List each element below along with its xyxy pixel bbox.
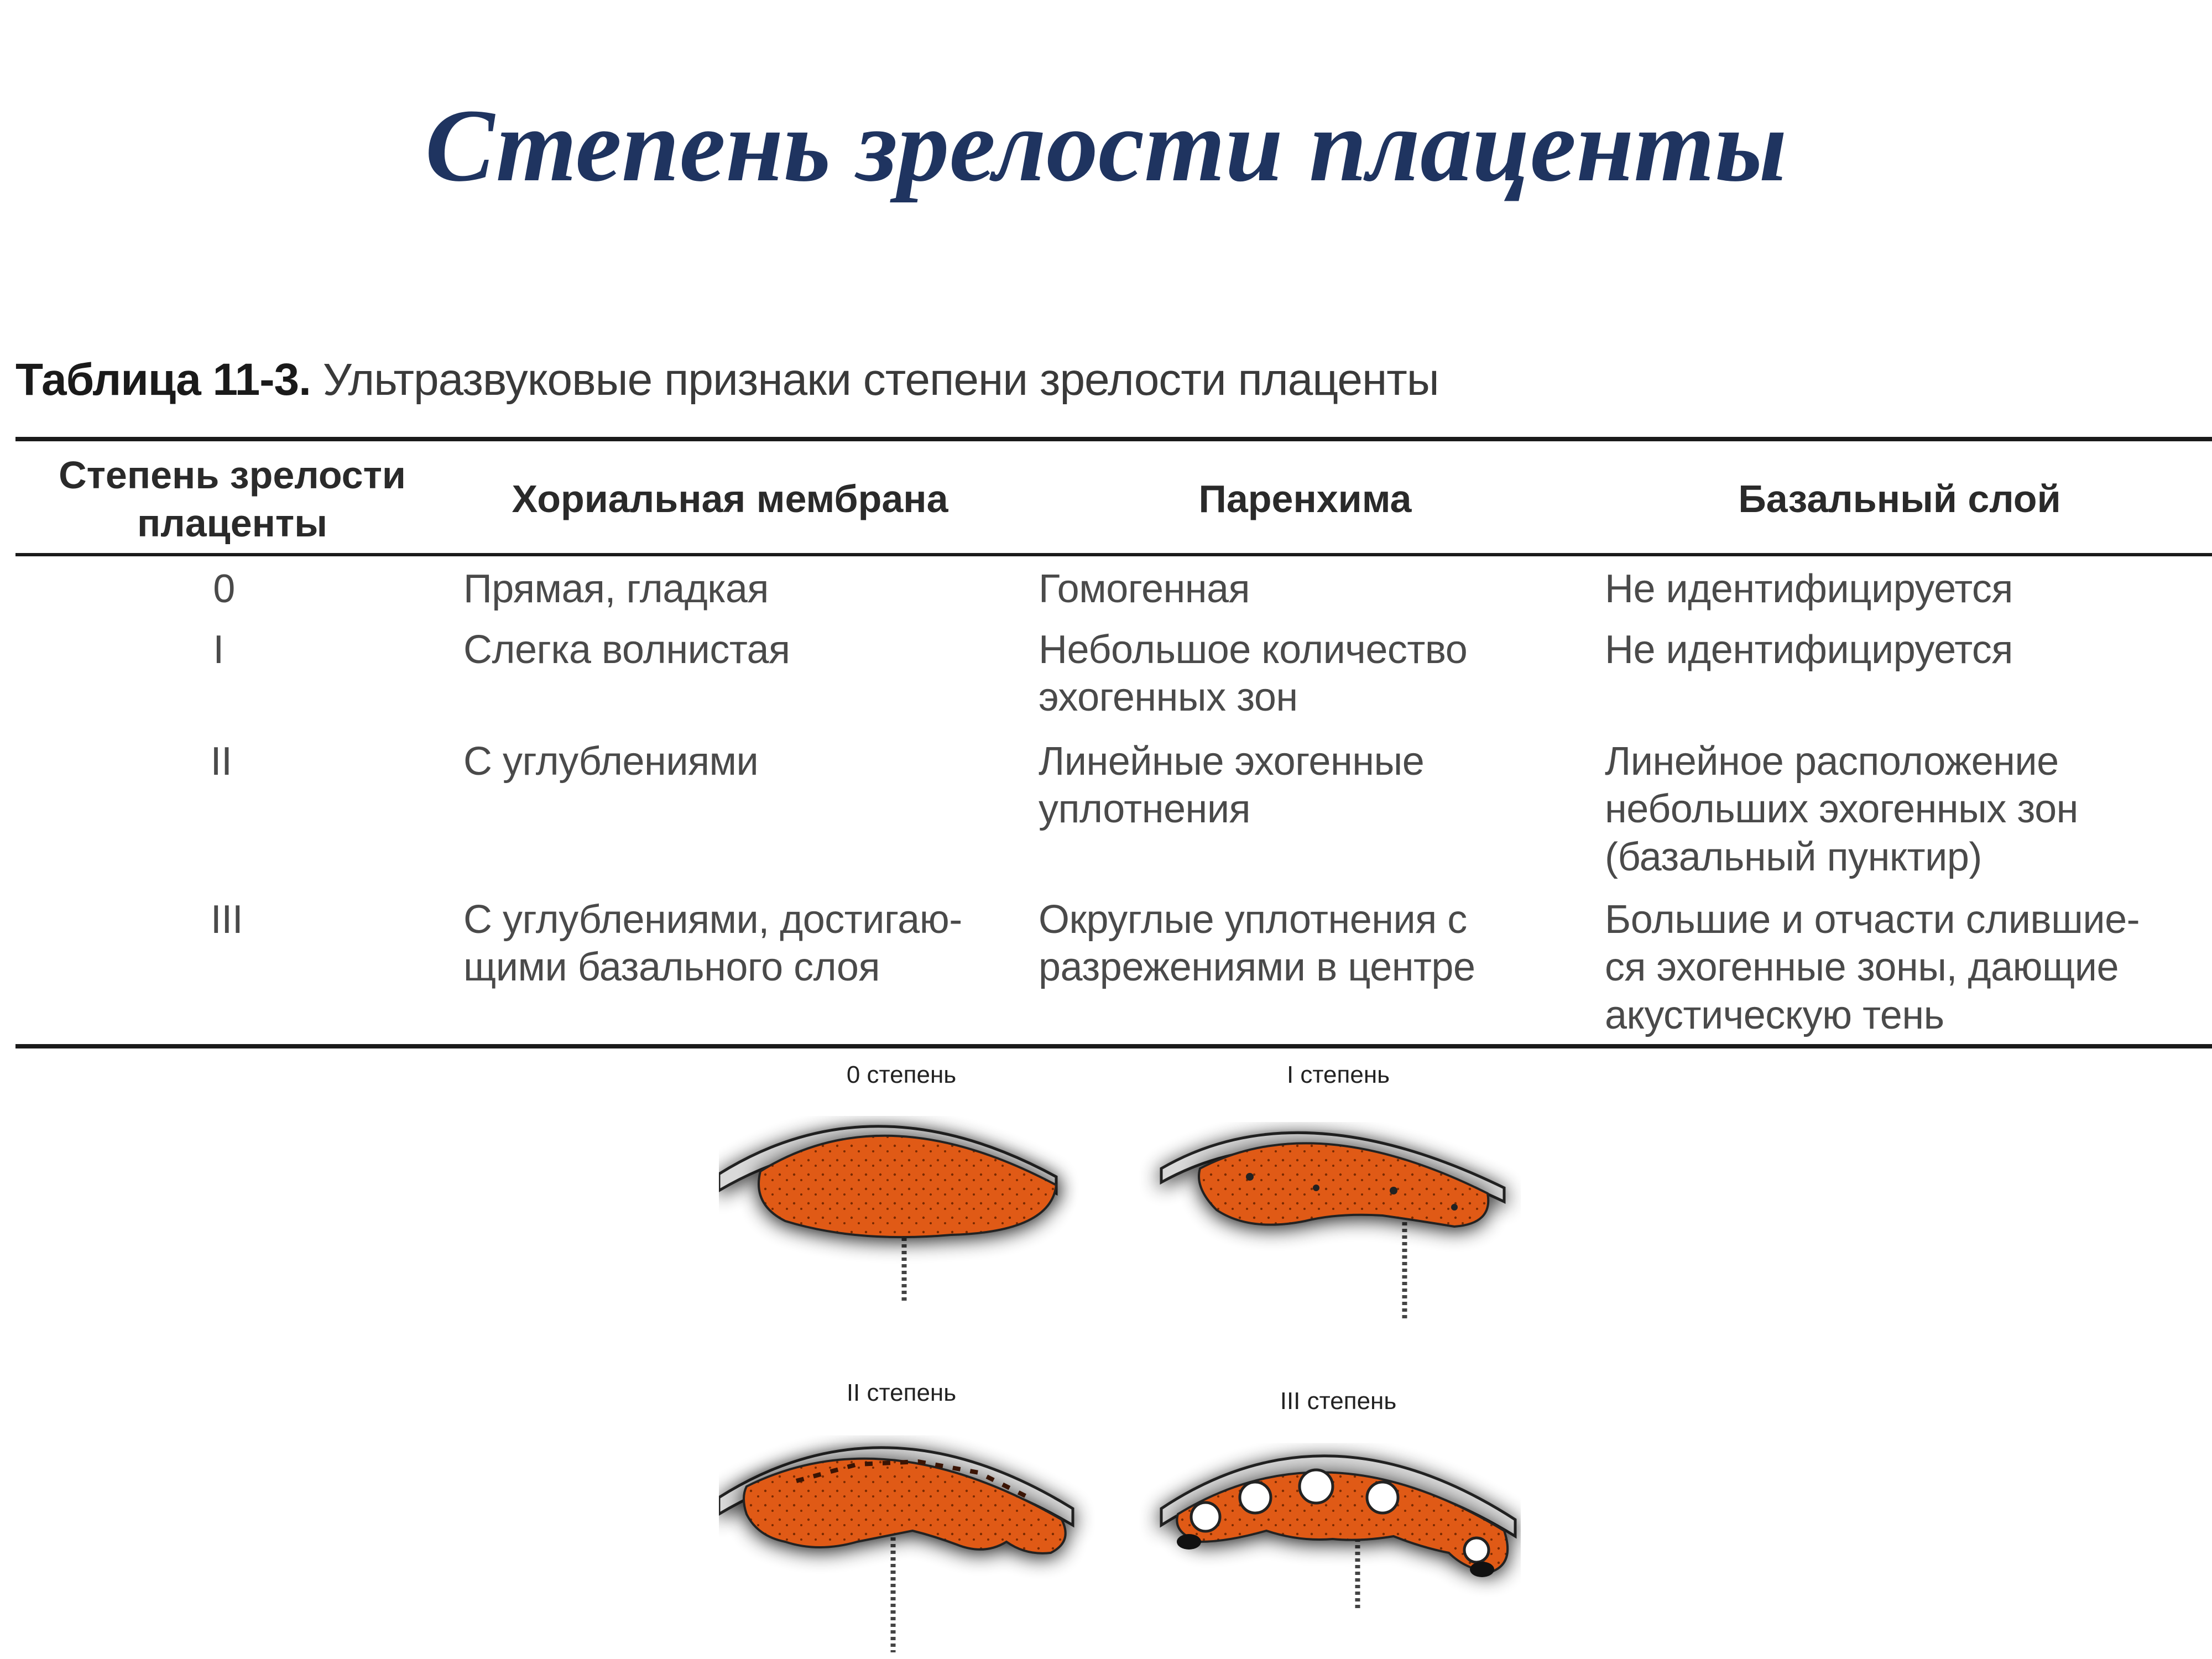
cell-line: Гомогенная	[1039, 567, 1250, 611]
cell-line: акустическую тень	[1605, 993, 1944, 1037]
table-row-3-membrane	[463, 896, 962, 992]
placenta-body	[1199, 1143, 1488, 1227]
cell-line: С углублениями	[463, 739, 759, 784]
acoustic-shadow	[1470, 1562, 1494, 1577]
cell-line: Не идентифицируется	[1605, 567, 2013, 611]
header-membrane: Хориальная мембрана	[512, 477, 948, 521]
table-row-2-membrane	[463, 738, 758, 785]
acoustic-shadow	[1177, 1534, 1201, 1550]
table-row-3-parenchyma	[1039, 896, 1475, 992]
cell-line: щими базального слоя	[463, 945, 880, 990]
table-row-0-parenchyma	[1039, 565, 1250, 613]
echogenic-zone	[1313, 1185, 1319, 1191]
echogenic-zone	[1390, 1187, 1397, 1194]
cell-line: С углублениями, достигаю-	[463, 898, 962, 942]
table-row-1-membrane	[463, 626, 790, 674]
table-bottom-rule	[15, 1044, 2212, 1048]
table-top-rule	[15, 437, 2212, 441]
cell-line: Округлые уплотнения с	[1039, 898, 1467, 942]
table-row-2-basal	[1605, 738, 2078, 881]
table-row-1-basal	[1605, 626, 2013, 674]
echogenic-zone	[1451, 1204, 1458, 1211]
cell-line: Линейное расположение	[1605, 739, 2059, 784]
header-parenchyma: Паренхима	[1198, 477, 1412, 521]
table-caption-text: Ультразвуковые признаки степени зрелости плаценты	[310, 354, 1439, 405]
cell-line: Линейные эхогенные	[1039, 739, 1425, 784]
table-row-2-degree: II	[210, 739, 232, 784]
placenta-degrees-illustration	[719, 1055, 1521, 1659]
table-row-1-parenchyma	[1039, 626, 1467, 722]
calcified-zone	[1464, 1538, 1489, 1562]
cell-line: эхогенных зон	[1039, 675, 1298, 720]
cell-line: разрежениями в центре	[1039, 945, 1475, 990]
cell-line: ся эхогенные зоны, дающие	[1605, 945, 2119, 990]
header-degree-line2: плаценты	[137, 502, 327, 545]
table-caption-number: Таблица 11-3.	[15, 354, 311, 405]
table-row-2-parenchyma	[1039, 738, 1424, 833]
calcified-zone	[1240, 1482, 1271, 1513]
table-row-3-degree: III	[210, 898, 243, 942]
placenta-diagram-degree-1	[1161, 1061, 1504, 1321]
calcified-zone	[1191, 1503, 1220, 1531]
cell-line: Небольшое количество	[1039, 628, 1468, 672]
cell-line: Слегка волнистая	[463, 628, 790, 672]
degree-0-label: 0 степень	[846, 1061, 957, 1088]
degree-1-label: I степень	[1286, 1061, 1390, 1088]
placenta-diagram-degree-0	[719, 1061, 1056, 1301]
table-row-0-degree: 0	[213, 567, 235, 611]
table-row-0-membrane	[463, 565, 769, 613]
table-row-0-basal	[1605, 565, 2013, 613]
degree-3-label: III степень	[1280, 1387, 1397, 1415]
table-header-rule	[15, 553, 2212, 556]
table-caption	[15, 354, 1439, 406]
cell-line: уплотнения	[1039, 787, 1251, 832]
placenta-diagram-degree-3	[1161, 1387, 1515, 1608]
calcified-zone	[1300, 1470, 1333, 1503]
degree-2-label: II степень	[846, 1379, 957, 1406]
placenta-diagram-degree-2	[719, 1379, 1073, 1652]
placenta-body	[744, 1459, 1066, 1553]
cell-line: (базальный пунктир)	[1605, 834, 1982, 879]
cell-line: Не идентифицируется	[1605, 628, 2013, 672]
table-row-3-basal	[1605, 896, 2140, 1039]
cell-line: Прямая, гладкая	[463, 567, 769, 611]
cell-line: Большие и отчасти слившие-	[1605, 898, 2140, 942]
page-title: Степень зрелости плаценты	[425, 87, 1787, 203]
table-row-1-degree: I	[213, 628, 224, 672]
placenta-body	[759, 1136, 1056, 1237]
cell-line: небольших эхогенных зон	[1605, 787, 2078, 832]
echogenic-zone	[1246, 1173, 1254, 1181]
header-degree	[22, 447, 442, 552]
calcified-zone	[1367, 1482, 1398, 1513]
header-basal: Базальный слой	[1738, 477, 2061, 521]
header-degree-line1: Степень зрелости	[59, 453, 406, 497]
